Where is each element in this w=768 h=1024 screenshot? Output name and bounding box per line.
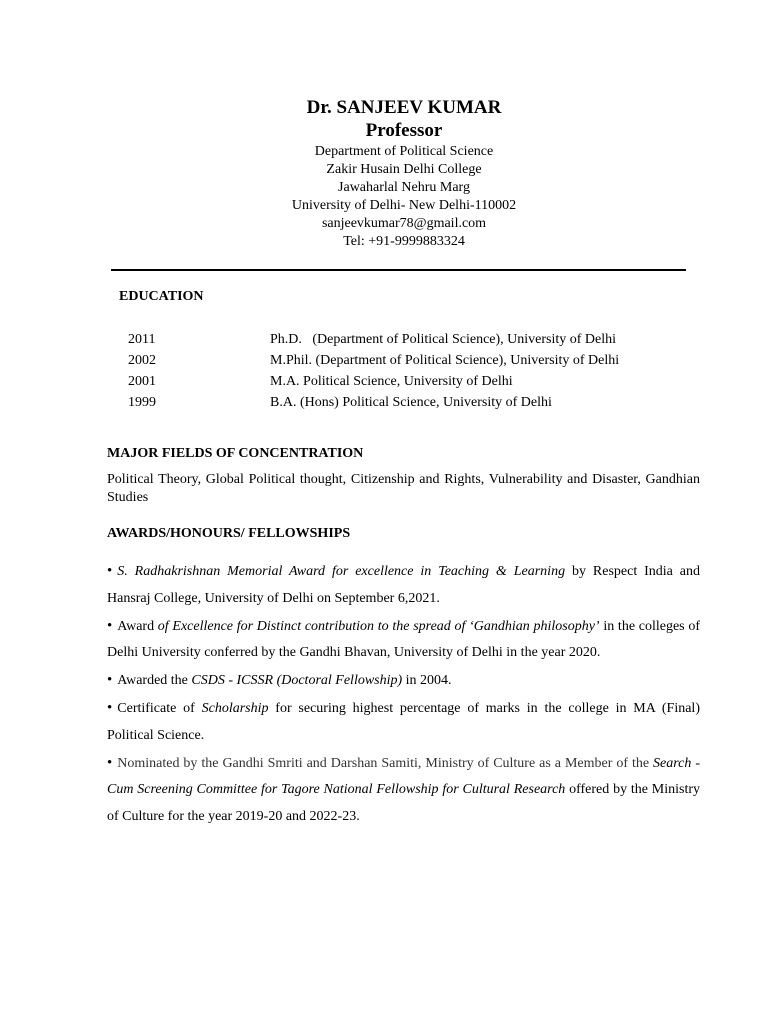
award-item [107, 750, 700, 831]
person-name: Dr. SANJEEV KUMAR [306, 97, 502, 118]
award-text-prefix: Award [117, 618, 158, 634]
email-line: sanjeevkumar78@gmail.com [321, 216, 487, 231]
awards-list [107, 558, 700, 831]
award-text-suffix: in the colleges of Delhi University conferred by the Gandhi Bhavan, University of Delhi in the year 2020. [107, 618, 701, 661]
education-degree: M.A. Political Science, University of Delhi [270, 374, 513, 389]
award-title: Search -Cum Screening Committee for Tagore National Fellowship for Cultural Research [107, 755, 700, 798]
education-row [0, 350, 768, 371]
phone-line: Tel: +91-9999883324 [343, 234, 465, 249]
award-title: S. Radhakrishnan Memorial Award for excellence in Teaching & Learning [117, 564, 566, 579]
university-line: University of Delhi- New Delhi-110002 [291, 198, 517, 213]
education-row [0, 392, 768, 413]
award-item [107, 558, 700, 613]
cv-header [0, 96, 768, 251]
award-title: of Excellence for Distinct contribution to the spread of ‘Gandhian philosophy’ [157, 618, 600, 634]
award-text-suffix: in 2004. [402, 673, 452, 689]
award-title: CSDS - ICSSR (Doctoral Fellowship) [191, 673, 403, 689]
person-title: Professor [365, 120, 443, 141]
education-heading: EDUCATION [119, 289, 204, 304]
bullet-icon: • [107, 754, 113, 771]
award-text-prefix: Awarded the [117, 673, 192, 689]
education-year: 2001 [128, 374, 156, 389]
education-year: 2011 [128, 332, 156, 347]
street-line: Jawaharlal Nehru Marg [338, 180, 470, 195]
education-degree: B.A. (Hons) Political Science, University of Delhi [270, 395, 552, 410]
education-row [0, 371, 768, 392]
education-degree: M.Phil. (Department of Political Science), University of Delhi [270, 353, 620, 368]
bullet-icon: • [107, 617, 113, 634]
award-item [107, 667, 700, 695]
education-degree: Ph.D. (Department of Political Science), University of Delhi [270, 332, 617, 347]
bullet-icon: • [107, 699, 113, 716]
bullet-icon: • [107, 563, 113, 579]
education-year: 1999 [128, 395, 156, 410]
fields-text: Political Theory, Global Political thought, Citizenship and Rights, Vulnerability and Disaster, Gandhian Studies [107, 472, 700, 505]
award-item [107, 695, 700, 750]
award-text-suffix: for securing highest percentage of marks in the college in MA (Final) Political Science. [107, 700, 700, 743]
fields-heading: MAJOR FIELDS OF CONCENTRATION [107, 446, 364, 461]
college-line: Zakir Husain Delhi College [326, 162, 482, 177]
award-text-prefix: Nominated by the Gandhi Smriti and Darshan Samiti, Ministry of Culture as a Member of the [117, 755, 654, 771]
award-item [107, 613, 700, 668]
award-text-suffix: offered by the Ministry of Culture for the year 2019-20 and 2022-23. [107, 782, 700, 825]
education-row [0, 329, 768, 350]
award-text-suffix: by Respect India and Hansraj College, University of Delhi on September 6,2021. [107, 564, 701, 606]
header-divider [111, 269, 686, 271]
department-line: Department of Political Science [314, 144, 494, 159]
award-title: Scholarship [201, 700, 269, 716]
awards-heading: AWARDS/HONOURS/ FELLOWSHIPS [107, 526, 351, 541]
award-text-prefix: Certificate of [117, 700, 202, 716]
education-year: 2002 [128, 353, 156, 368]
bullet-icon: • [107, 672, 113, 689]
